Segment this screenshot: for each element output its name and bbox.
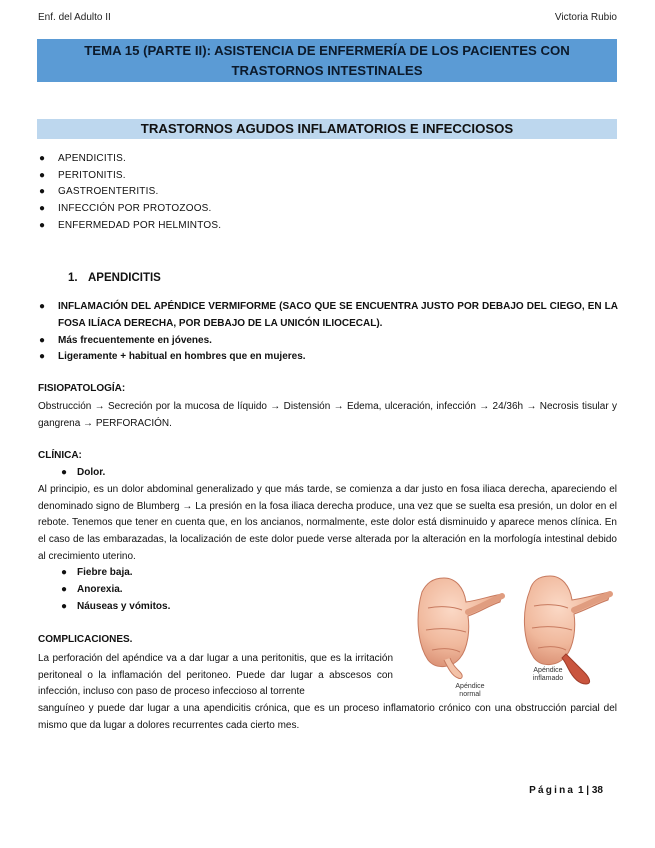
bullet-icon: ● <box>39 186 46 198</box>
dolor-description: Al principio, es un dolor abdominal generalizado y que más tarde, se comienza a dar justo en fosa iliaca derecha, apareciendo el denominado signo de Blumberg → La presión en la fosa iliaca derecha produce, una vez que se suelta esa presión, un dolor en el rebote. Tenemos que tener en cuenta que, en los ancianos, normalmente, este dolor está disminuido y aparece menos clínica. En el caso de las embarazadas, la localización de este dolor puede verse alterada por la alteración en la morfología intestinal debido al crecimiento uterino. <box>38 484 617 562</box>
clinica-symptom-list <box>60 565 170 615</box>
complicaciones-text-1: La perforación del apéndice va a dar lugar a una peritonitis, que es la irritación peritoneal o la inflamación del peritoneo. Puede dar lugar a abscesos con infección, incluso con paso de proceso infeccioso al torrente <box>38 653 393 698</box>
bullet-icon: ● <box>39 351 46 363</box>
title-banner: TEMA 15 (PARTE II): ASISTENCIA DE ENFERMERÍA DE LOS PACIENTES CON TRASTORNOS INTESTINALES <box>37 39 617 82</box>
clinica-label: CLÍNICA: <box>38 450 82 461</box>
label-normal-line2: normal <box>459 691 481 698</box>
bullet-icon: ● <box>61 567 68 578</box>
bullet-icon: ● <box>61 600 68 612</box>
normal-appendix-drawing <box>418 578 502 679</box>
disorder-list <box>38 151 221 235</box>
page-number: 1 <box>577 785 584 796</box>
bullet-icon: ● <box>39 219 46 231</box>
list-item: ● Ligeramente + habitual en hombres que en mujeres. <box>38 349 618 366</box>
complicaciones-label: COMPLICACIONES. <box>38 634 133 645</box>
bullet-icon: ● <box>61 467 68 478</box>
section-heading-apendicitis <box>68 272 161 284</box>
clinica-first-list <box>60 465 105 482</box>
list-item: ● Náuseas y vómitos. <box>60 599 170 616</box>
list-item: ● Dolor. <box>60 465 105 482</box>
list-item: ● Anorexia. <box>60 582 170 599</box>
bullet-icon: ● <box>39 169 46 181</box>
label-normal-line1: Apéndice <box>455 683 485 690</box>
list-item: ● GASTROENTERITIS. <box>38 184 221 201</box>
complicaciones-text-2: sanguíneo y puede dar lugar a una apendicitis crónica, que es un proceso inflamatorio crónico con una obstrucción parcial del mismo que da lugar a dolores recurrentes cada cierto mes. <box>38 703 617 731</box>
page-word: Página <box>529 785 576 796</box>
section-title: APENDICITIS <box>88 272 161 284</box>
section-number: 1. <box>68 272 78 284</box>
list-item: ● INFECCIÓN POR PROTOZOOS. <box>38 201 221 218</box>
page-total: 38 <box>591 785 603 796</box>
bullet-icon: ● <box>39 203 46 215</box>
page-footer <box>529 785 603 796</box>
appendix-illustration <box>408 572 623 700</box>
list-item: ● Fiebre baja. <box>60 565 170 582</box>
label-inflamed-line1: Apéndice <box>533 667 563 674</box>
bullet-icon: ● <box>39 153 46 164</box>
appendix-figure-svg <box>408 572 623 700</box>
header-author: Victoria Rubio <box>554 12 617 23</box>
list-item: ● APENDICITIS. <box>38 151 221 168</box>
label-inflamed-line2: inflamado <box>532 675 564 682</box>
list-item: ● INFLAMACIÓN DEL APÉNDICE VERMIFORME (SACO QUE SE ENCUENTRA JUSTO POR DEBAJO DEL CIEGO, EN LA FOSA ILÍACA DERECHA, POR DEBAJO DE LA UNICÓN ILIOCECAL). <box>39 301 618 329</box>
fisiopatologia-label: FISIOPATOLOGÍA: <box>38 383 126 394</box>
section-band: TRASTORNOS AGUDOS INFLAMATORIOS E INFECCIOSOS <box>37 119 617 139</box>
page-separator: | <box>586 785 590 796</box>
bullet-icon: ● <box>39 334 46 346</box>
header-course: Enf. del Adulto II <box>38 12 111 23</box>
list-item: ● Más frecuentemente en jóvenes. <box>38 333 618 350</box>
fisiopatologia-text: Obstrucción → Secreción por la mucosa de líquido → Distensión → Edema, ulceración, infección → 24/36h → Necrosis tisular y gangrena → PERFORACIÓN. <box>38 401 617 429</box>
list-item: ● ENFERMEDAD POR HELMINTOS. <box>38 218 221 235</box>
bullet-icon: ● <box>61 583 68 595</box>
bullet-icon: ● <box>39 301 46 312</box>
key-points-list <box>38 299 618 366</box>
list-item: ● PERITONITIS. <box>38 168 221 185</box>
